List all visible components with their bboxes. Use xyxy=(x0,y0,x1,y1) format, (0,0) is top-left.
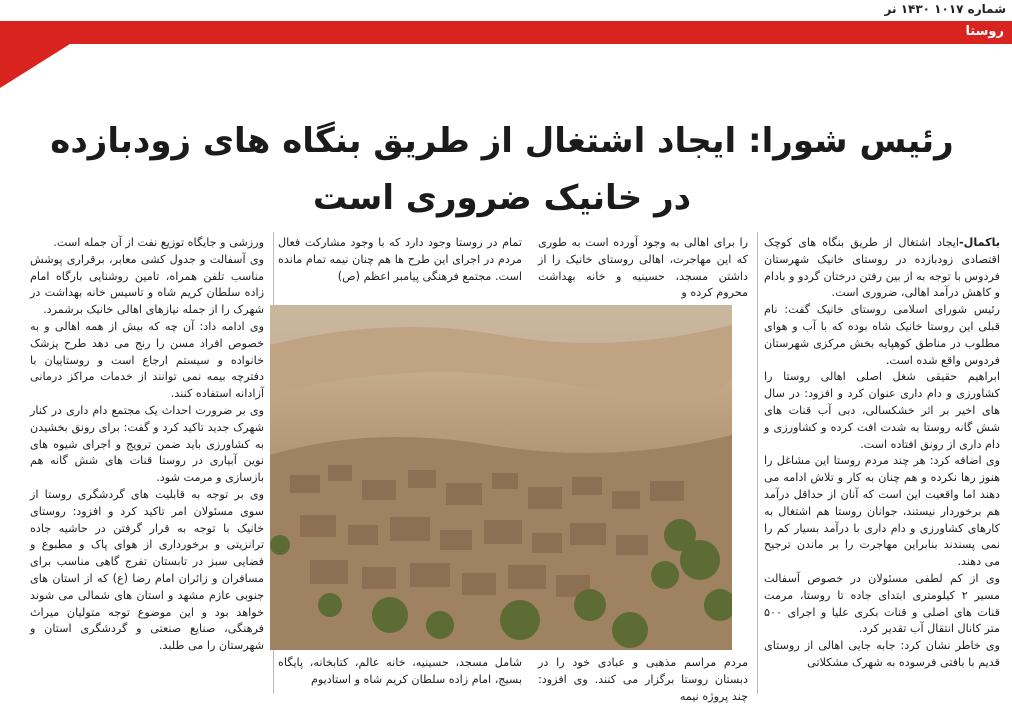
village-photo xyxy=(270,305,732,650)
section-label: روستا xyxy=(965,24,1004,39)
byline: باکمال- xyxy=(959,236,1000,249)
paragraph xyxy=(764,235,1000,302)
section-bar xyxy=(0,21,1012,44)
paragraph: وی بر توجه به قابلیت های گردشگری روستا از سوی مسئولان امر تاکید کرد و افزود: روستای خانیک با توجه به قرار گرفتن در حاشیه جاده ترانزیتی و برخورداری از هوای پاک و مطبوع و فضایی سبز در تابستان تفرج گاهی مناسب برای مسافران و زائران امام رضا (ع) که از استان های جنوبی عازم مشهد و استان های شمالی می شوند خواهد بود و این موضوع توجه متولیان میراث فرهنگی، صنایع صنعتی و گردشگری استان و شهرستان را می طلبد. xyxy=(30,487,264,653)
article-column-1 xyxy=(764,235,1000,672)
article-column-3-top: تمام در روستا وجود دارد که با وجود مشارکت فعال مردم در اجرای این طرح ها هم چنان نیمه تمام مانده است. مجتمع فرهنگی پیامبر اعظم (ص) xyxy=(278,236,522,283)
section-tab-decoration xyxy=(0,44,70,88)
paragraph: ابراهیم حقیقی شغل اصلی اهالی روستا را کشاورزی و دام داری عنوان کرد و افزود: در سال های اخیر بر اثر خشکسالی، دبی آب قنات های شش گانه روستا به شدت افت کرده و کشاورزی و دام داری از رونق افتاده است. xyxy=(764,370,1000,451)
paragraph-text: ایجاد اشتغال از طریق بنگاه های کوچک اقتصادی زودبازده در روستای خانیک شهرستان فردوس با توجه به از بین رفتن درختان گردو و بادام و کاهش درآمد اهالی، ضروری است. xyxy=(764,236,1000,300)
paragraph: وی از کم لطفی مسئولان در خصوص آسفالت مسیر ۲ کیلومتری ابتدای جاده تا روستا، مرمت قنات های اصلی و قنات بکری علیا و اجرای ۵۰۰ متر کانال انتقال آب تقدیر کرد. xyxy=(764,571,1000,636)
paragraph: وی بر ضرورت احداث یک مجتمع دام داری در کنار شهرک جدید تاکید کرد و گفت: برای رونق بخشیدن به کشاورزی باید ضمن ترویج و اجرای شیوه های نوین آبیاری در روستا قنات های شش گانه هم بازسازی و مرمت شود. xyxy=(30,403,264,485)
paragraph: ورزشی و جایگاه توزیع نفت از آن جمله است. xyxy=(53,236,264,249)
headline-line-1: رئیس شورا: ایجاد اشتغال از طریق بنگاه های زودبازده xyxy=(50,121,954,161)
article-column-2-top: را برای اهالی به وجود آورده است به طوری که این مهاجرت، اهالی روستای خانیک را از داشتن مسجد، حسینیه و خانه بهداشت محروم کرده و xyxy=(538,236,748,300)
top-bar xyxy=(0,0,1012,20)
paragraph: وی آسفالت و جدول کشی معابر، برقراری پوشش مناسب تلفن همراه، تامین روشنایی بارگاه امام زاده سلطان کریم شاه و تاسیس خانه بهداشت در شهرک را از جمله نیازهای اهالی خانیک برشمرد. xyxy=(30,252,264,317)
paragraph: وی اضافه کرد: هر چند مردم روستا این مشاغل را هنوز رها نکرده و هم چنان به کار و تلاش ادامه می دهند اما واقعیت این است که آنان از حداقل درآمد هم برخوردار نیستند، جوانان روستا هم اشتغال به کارهای کشاورزی و دام داری با درآمد بسیار کم را نمی پسندند بنابراین مهاجرت را بر ماندن ترجیح می دهند. xyxy=(764,454,1000,569)
headline-line-2: در خانیک ضروری است xyxy=(312,178,692,218)
article-column-3-bottom: شامل مسجد، حسینیه، خانه عالم، کتابخانه، پایگاه بسیج، امام زاده سلطان کریم شاه و استادیوم xyxy=(278,656,522,686)
article-column-4 xyxy=(30,235,264,655)
issue-number: شماره ۱۰۱۷ ۱۴۳۰ نر xyxy=(884,2,1006,16)
paragraph: وی خاطر نشان کرد: جابه جایی اهالی از روستای قدیم با بافتی فرسوده به شهرک مشکلاتی xyxy=(764,639,1000,669)
article-column-2-bottom: مردم مراسم مذهبی و عبادی خود را در دبستان روستا برگزار می کنند. وی افزود: چند پروژه نیمه xyxy=(538,656,748,703)
paragraph: رئیس شورای اسلامی روستای خانیک گفت: نام قبلی این روستا خانیک شاه بوده که با آب و هوای مطلوب در مناطق کوهپایه بخش مرکزی شهرستان فردوس واقع شده است. xyxy=(764,303,1000,367)
column-divider xyxy=(757,232,758,694)
paragraph: وی ادامه داد: آن چه که بیش از همه اهالی و به خصوص افراد مسن را رنج می دهد طرح پزشک خانواده و سیستم ارجاع است و روستاییان با دفترچه بیمه نمی توانند از خدمات مراکز درمانی آزادانه استفاده کنند. xyxy=(30,319,264,401)
village-photo-icon xyxy=(270,305,732,650)
